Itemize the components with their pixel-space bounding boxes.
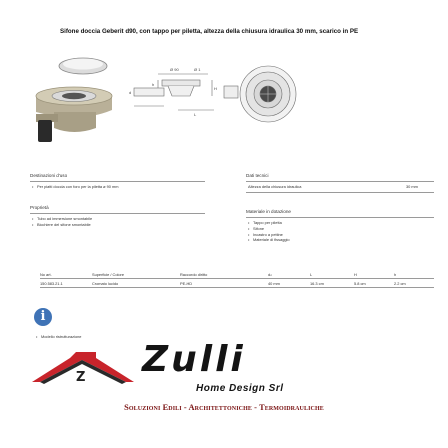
supplied-item: • Materiale di fissaggio [248, 237, 290, 243]
table-header-row [40, 270, 434, 279]
properties-item: • Bicchiere del sifone smontabile [32, 222, 92, 228]
usage-item: • Per piatti doccia con foro per la piletta ø 90 mm [32, 184, 119, 190]
note-item: • Modello ristrutturazione [36, 334, 81, 340]
table-header-cell: h [394, 270, 434, 279]
tech-label: Altezza della chiusura idraulica [248, 184, 302, 189]
dim-d1-label: Ø 1 [194, 67, 201, 72]
table-header-cell: Superficie / Colore [92, 270, 180, 279]
dim-H-label: H [214, 86, 217, 91]
info-icon: i [34, 308, 52, 326]
dim-d-label: d [129, 90, 132, 95]
table-header-cell: No art. [40, 270, 92, 279]
tech-heading: Dati tecnici [246, 173, 269, 178]
supplied-item: • Tappo per piletta [248, 220, 290, 226]
usage-heading: Destinazioni d'uso [30, 173, 68, 178]
supplied-divider [246, 217, 434, 218]
tech-divider [246, 181, 434, 182]
supplied-list [248, 220, 290, 243]
tech-row-divider [246, 192, 434, 193]
table-cell: 5.8 cm [354, 279, 394, 288]
supplied-item: • Incastro a pettine [248, 232, 290, 238]
logo-initial: Z [76, 370, 86, 385]
usage-divider [30, 181, 205, 182]
table-cell: 150.583.21.1 [40, 279, 92, 288]
spec-table [40, 270, 434, 288]
note-list [36, 334, 81, 340]
table-cell: PE-HD [180, 279, 268, 288]
tech-value: 30 mm [406, 184, 418, 189]
supplied-item: • Sifone [248, 226, 290, 232]
table-cell: Cromato lucido [92, 279, 180, 288]
properties-heading: Proprietà [30, 205, 49, 210]
brand-tagline: Soluzioni Edili - Architettoniche - Termoidrauliche [124, 403, 324, 412]
table-cell: 40 mm [268, 279, 310, 288]
table-header-cell: L [310, 270, 354, 279]
zulli-logo-mark [30, 346, 140, 394]
table-cell: 16.3 cm [310, 279, 354, 288]
table-header-cell: H [354, 270, 394, 279]
dim-L-label: L [194, 112, 197, 117]
properties-item: • Tubo ad immersione smontabile [32, 216, 92, 222]
brand-subtitle: Home Design Srl [196, 383, 284, 394]
product-image [8, 50, 128, 150]
supplied-heading: Materiale in dotazione [246, 209, 291, 214]
properties-list [32, 216, 92, 228]
table-row [40, 279, 434, 288]
product-title: Sifone doccia Geberit d90, con tappo per piletta, altezza della chiusura idraulica 30 mm, scarico in PE [60, 28, 359, 35]
brand-name: Zulli [142, 339, 246, 380]
dim-d90-label: Ø 90 [170, 67, 179, 72]
table-header-cell: Raccordo diritto [180, 270, 268, 279]
properties-divider [30, 213, 205, 214]
technical-drawing-side [128, 60, 220, 122]
usage-list [32, 184, 119, 190]
technical-drawing-top [222, 54, 302, 134]
dim-h-label: h [152, 82, 155, 87]
table-cell: 2.2 cm [394, 279, 434, 288]
table-header-cell: dₙ [268, 270, 310, 279]
